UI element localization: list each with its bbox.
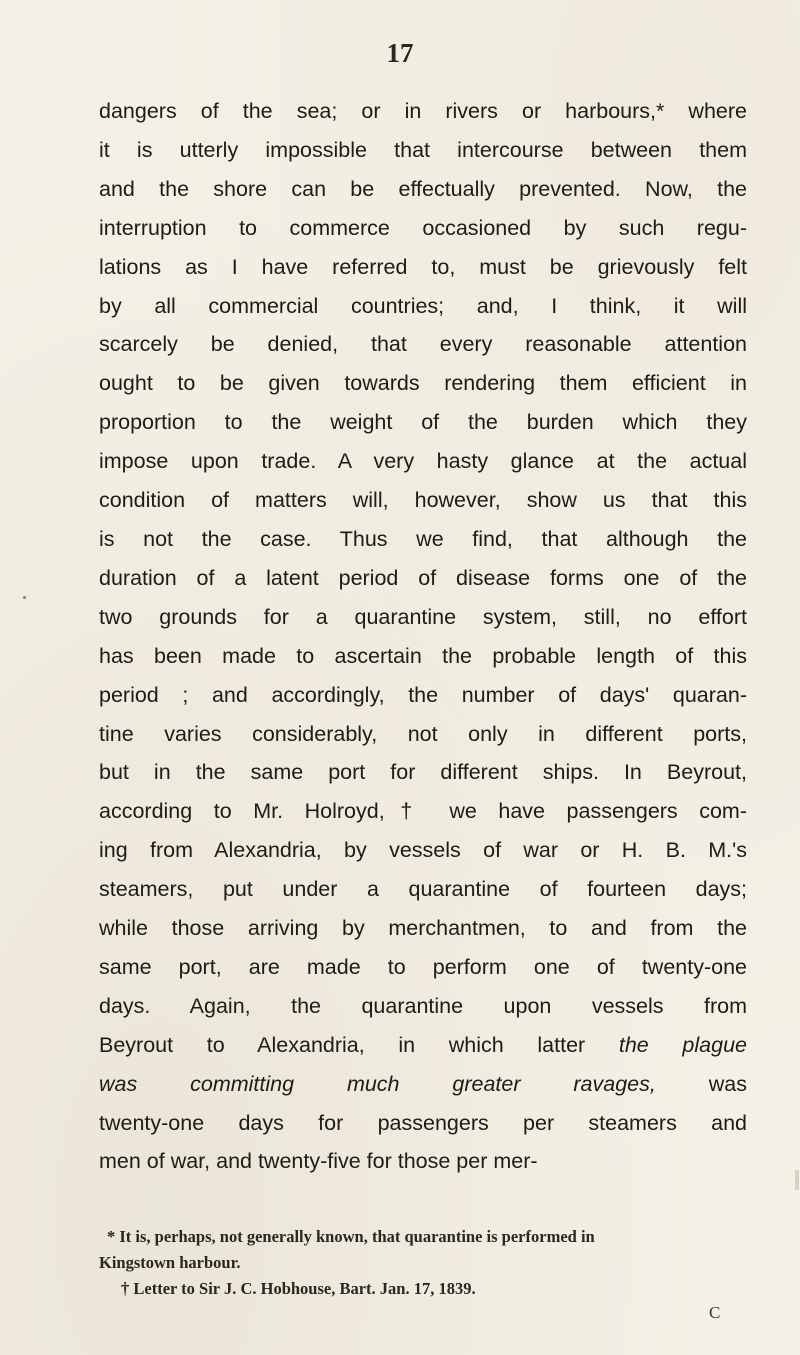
page-number: 17 bbox=[386, 38, 414, 68]
text-line: it is utterly impossible that intercourse between them bbox=[99, 137, 747, 162]
signature-mark: C bbox=[709, 1303, 721, 1322]
text-line: condition of matters will, however, show us that this bbox=[99, 488, 747, 513]
text-line: duration of a latent period of disease forms one of the bbox=[99, 565, 747, 590]
text-line: days. Again, the quarantine upon vessels from bbox=[99, 993, 747, 1018]
text-line: dangers of the sea; or in rivers or harbours,* where bbox=[99, 99, 747, 123]
footnote-star-line: * It is, perhaps, not generally known, that quarantine is performed in bbox=[107, 1227, 595, 1246]
text-line: men of war, and twenty-five for those per mer- bbox=[99, 1149, 538, 1174]
text-line: interruption to commerce occasioned by such regu- bbox=[99, 215, 747, 240]
body-text bbox=[99, 92, 747, 1181]
text-line: tine varies considerably, not only in different ports, bbox=[99, 721, 747, 746]
text-line: scarcely be denied, that every reasonable attention bbox=[99, 332, 747, 357]
text-line: according to Mr. Holroyd,† we have passengers com- bbox=[99, 799, 747, 824]
text-line: ought to be given towards rendering them efficient in bbox=[99, 371, 747, 396]
text-line: but in the same port for different ships. In Beyrout, bbox=[99, 760, 747, 785]
italic-text-run: was committing much greater ravages, bbox=[99, 1071, 656, 1096]
text-line: two grounds for a quarantine system, still, no effort bbox=[99, 604, 747, 629]
margin-speck bbox=[23, 596, 26, 599]
text-line: has been made to ascertain the probable length of this bbox=[99, 643, 747, 668]
text-line: period ; and accordingly, the number of days' quaran- bbox=[99, 682, 747, 707]
text-line: and the shore can be effectually prevented. Now, the bbox=[99, 176, 747, 201]
text-line-with-italic bbox=[99, 1065, 747, 1104]
italic-text-run: the plague bbox=[618, 1032, 747, 1057]
footnotes bbox=[99, 1224, 747, 1302]
page-edge-shadow bbox=[795, 1170, 799, 1190]
text-line: steamers, put under a quarantine of fourteen days; bbox=[99, 877, 747, 902]
footnote-star-line: Kingstown harbour. bbox=[99, 1253, 241, 1272]
text-line: proportion to the weight of the burden which they bbox=[99, 410, 747, 435]
text-line: impose upon trade. A very hasty glance at the actual bbox=[99, 449, 747, 474]
text-line-with-italic bbox=[99, 1026, 747, 1065]
text-line: twenty-one days for passengers per steamers and bbox=[99, 1110, 747, 1135]
text-line: same port, are made to perform one of twenty-one bbox=[99, 954, 747, 979]
text-line: by all commercial countries; and, I think, it will bbox=[99, 293, 747, 318]
text-run: was bbox=[655, 1071, 747, 1096]
text-line: ing from Alexandria, by vessels of war or H. B. M.'s bbox=[99, 838, 747, 863]
text-line: is not the case. Thus we find, that although the bbox=[99, 526, 747, 551]
footnote-dagger: † Letter to Sir J. C. Hobhouse, Bart. Jan. 17, 1839. bbox=[121, 1279, 476, 1298]
text-run: Beyrout to Alexandria, in which latter bbox=[99, 1032, 619, 1057]
text-line: while those arriving by merchantmen, to and from the bbox=[99, 916, 747, 941]
text-line: lations as I have referred to, must be grievously felt bbox=[99, 254, 747, 279]
